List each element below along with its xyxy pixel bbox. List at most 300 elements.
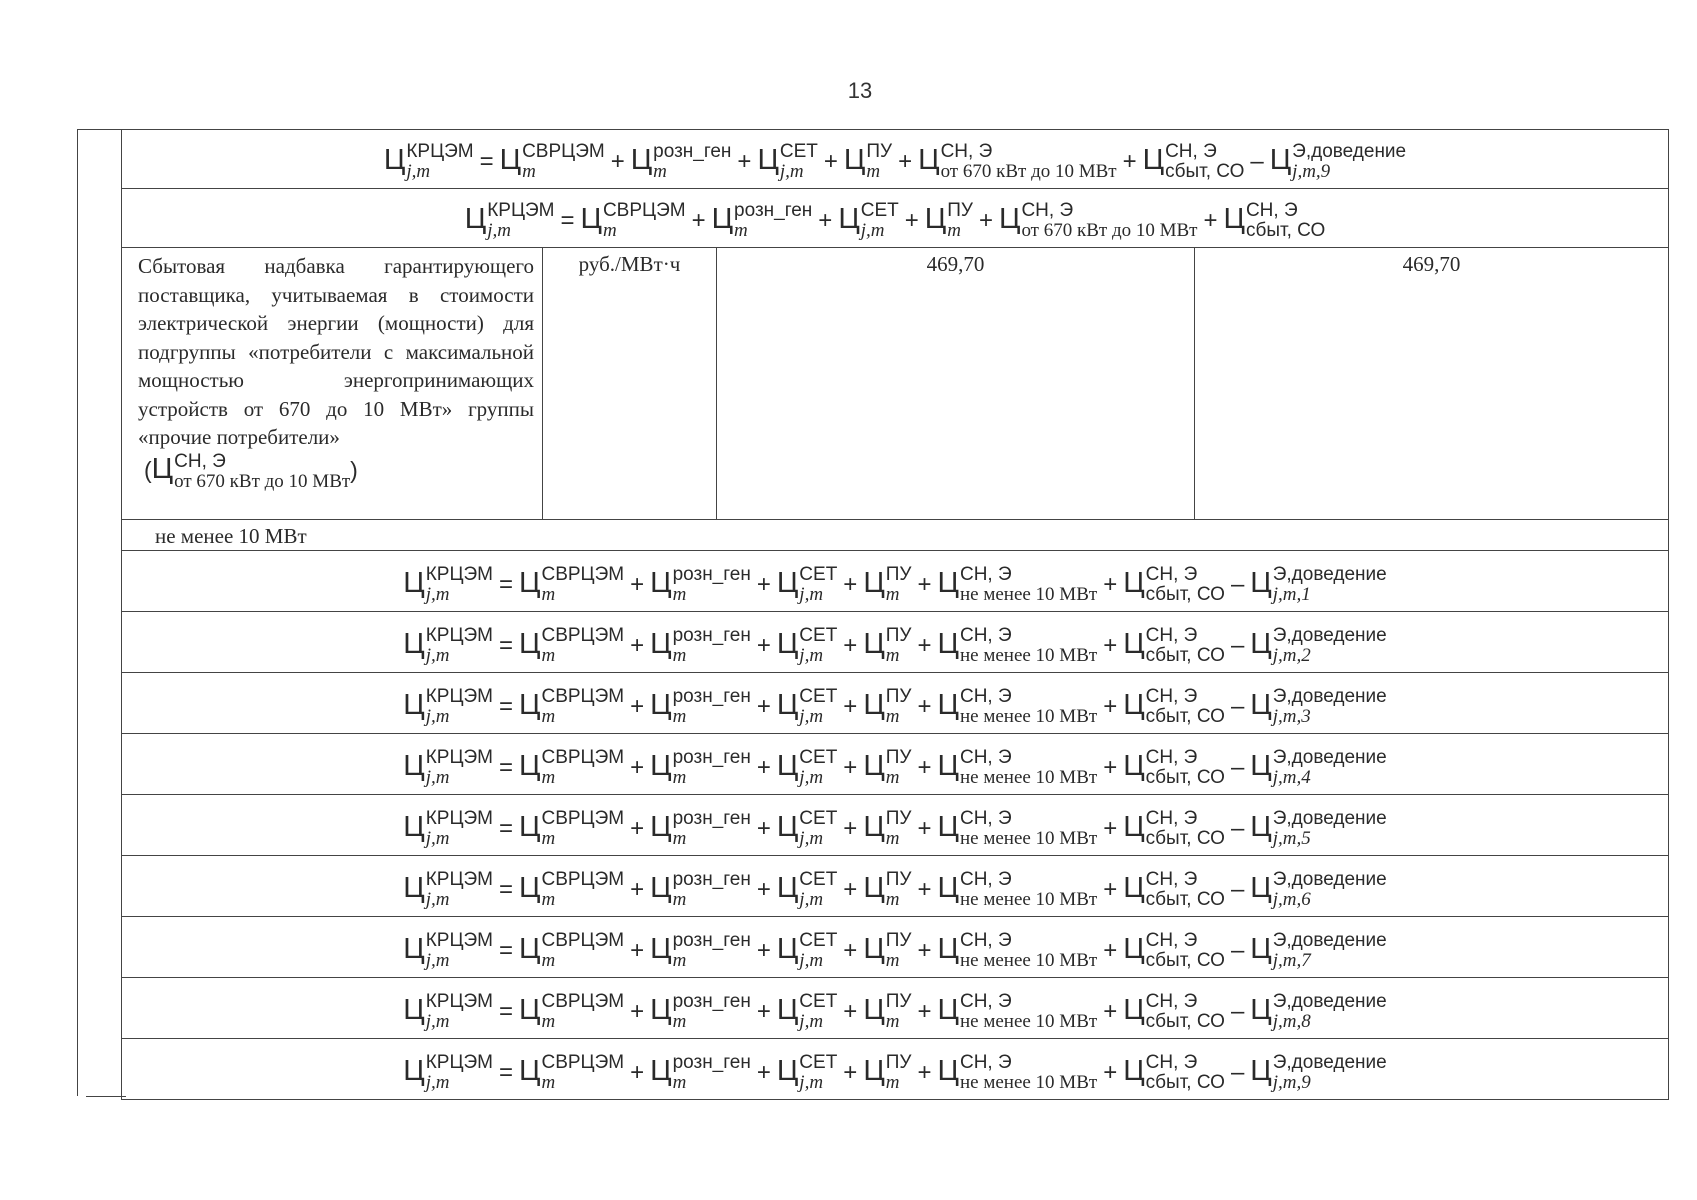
term-indices [541, 992, 624, 1032]
operator: + [756, 814, 771, 842]
formula-term-markup [937, 564, 1098, 605]
formula-term-sales [1123, 869, 1225, 910]
term-superscript: СН, Э [1145, 991, 1198, 1012]
term-indices [886, 809, 912, 849]
term-superscript: СВРЦЭМ [541, 686, 625, 707]
price-symbol: Ц [519, 1054, 541, 1087]
formula-row [121, 855, 1669, 916]
term-subscript: j,m [425, 645, 450, 666]
price-symbol: Ц [403, 749, 425, 782]
operator: – [1230, 997, 1245, 1025]
operator: + [756, 875, 771, 903]
term-subscript: от 670 кВт до 10 МВт [174, 470, 351, 492]
operator: + [917, 997, 932, 1025]
operator: = [499, 875, 514, 903]
formula-lhs [403, 625, 494, 666]
formula-lhs [383, 141, 474, 182]
term-subscript: m [885, 584, 900, 605]
formula-term-sales [1142, 141, 1245, 182]
term-indices [1146, 992, 1225, 1032]
term-indices [1146, 809, 1225, 849]
term-superscript: КРЦЭМ [425, 930, 494, 951]
term-superscript: СН, Э [959, 1052, 1012, 1073]
term-indices [861, 201, 899, 241]
operator: + [1103, 814, 1118, 842]
price-symbol: Ц [650, 1054, 672, 1087]
formula-term-network [776, 625, 838, 666]
term-superscript: розн_ген [672, 747, 751, 768]
price-symbol: Ц [863, 566, 885, 599]
operator: + [630, 570, 645, 598]
operator: + [756, 997, 771, 1025]
term-indices [673, 992, 751, 1032]
term-subscript: j,m [406, 161, 431, 182]
price-symbol: Ц [403, 993, 425, 1026]
term-indices [673, 626, 751, 666]
term-subscript: j,m,9 [1272, 1072, 1311, 1093]
price-symbol: Ц [776, 1054, 799, 1087]
value-cell-1: 469,70 [717, 248, 1195, 519]
price-symbol: Ц [863, 871, 885, 904]
operator: – [1230, 631, 1245, 659]
formula-row [121, 733, 1669, 794]
term-superscript: СЕТ [799, 564, 838, 585]
term-superscript: СН, Э [940, 141, 993, 162]
price-symbol: Ц [863, 749, 885, 782]
operator: + [917, 631, 932, 659]
term-subscript: j,m [799, 1072, 824, 1093]
operator: + [756, 936, 771, 964]
formula-term-network [776, 930, 838, 971]
formula-term-retail-gen [630, 141, 732, 182]
term-superscript: розн_ген [672, 869, 751, 890]
operator: + [630, 936, 645, 964]
term-subscript: сбыт, СО [1145, 1011, 1225, 1032]
term-indices [799, 809, 837, 849]
term-superscript: СВРЦЭМ [541, 991, 625, 1012]
price-formula [403, 626, 1386, 666]
price-symbol: Ц [937, 810, 959, 843]
price-symbol: Ц [1123, 627, 1145, 660]
term-subscript: сбыт, СО [1245, 220, 1326, 241]
term-indices [886, 992, 912, 1032]
formula-term-markup [918, 141, 1117, 182]
formula-term-network [776, 747, 838, 788]
term-superscript: СВРЦЭМ [541, 808, 625, 829]
term-indices [541, 687, 624, 727]
term-superscript: КРЦЭМ [406, 141, 474, 162]
formula-row [121, 794, 1669, 855]
operator: + [756, 1058, 771, 1086]
formula-term-retail-gen [650, 625, 751, 666]
term-indices [886, 626, 912, 666]
open-paren: ( [144, 456, 152, 483]
formula-term-adjustment [1269, 141, 1407, 182]
markup-row [121, 247, 1669, 519]
term-superscript: СН, Э [1145, 625, 1198, 646]
term-subscript: j,m [425, 706, 450, 727]
price-symbol: Ц [776, 627, 799, 660]
operator: + [756, 692, 771, 720]
operator: + [1122, 147, 1137, 175]
term-superscript: СВРЦЭМ [541, 930, 625, 951]
formula-term-infrastructure [863, 1052, 912, 1093]
operator: + [630, 692, 645, 720]
term-indices [799, 931, 837, 971]
formula-term-retail-gen [650, 564, 751, 605]
formula-row [121, 672, 1669, 733]
formula-term-retail-gen [650, 686, 751, 727]
formula-term-sales [1223, 200, 1326, 241]
operator: + [843, 875, 858, 903]
price-symbol: Ц [403, 871, 425, 904]
value-cell-2: 469,70 [1402, 252, 1461, 276]
price-symbol: Ц [403, 932, 425, 965]
term-superscript: КРЦЭМ [425, 808, 494, 829]
term-subscript: m [541, 889, 556, 910]
term-indices [960, 687, 1097, 727]
term-indices [960, 870, 1097, 910]
price-symbol: Ц [1123, 1054, 1145, 1087]
page-number: 13 [847, 78, 873, 103]
term-indices [426, 748, 493, 788]
formula-lhs [403, 991, 494, 1032]
formula-term-wholesale [519, 930, 625, 971]
formula-term-retail-gen [711, 200, 813, 241]
price-symbol: Ц [650, 993, 672, 1026]
price-symbol: Ц [1250, 566, 1272, 599]
term-superscript: СН, Э [1145, 686, 1198, 707]
term-indices [1273, 748, 1387, 788]
price-symbol: Ц [937, 566, 959, 599]
formula-row [121, 916, 1669, 977]
formula-term-network [757, 141, 818, 182]
operator: – [1230, 936, 1245, 964]
term-subscript: m [672, 1072, 687, 1093]
formula-term-wholesale [519, 686, 625, 727]
price-symbol: Ц [924, 202, 947, 235]
term-indices [1273, 687, 1387, 727]
term-superscript: розн_ген [672, 625, 751, 646]
operator: + [610, 147, 625, 175]
price-symbol: Ц [650, 688, 672, 721]
price-symbol: Ц [918, 143, 940, 176]
operator: + [1103, 631, 1118, 659]
term-subscript: j,m [425, 1011, 450, 1032]
formula-term-markup [937, 930, 1098, 971]
operator: + [1203, 206, 1218, 234]
formula-term-infrastructure [863, 991, 912, 1032]
term-superscript: СН, Э [959, 564, 1012, 585]
term-superscript: СЕТ [799, 869, 838, 890]
table-outer-left-border [77, 129, 78, 1096]
operator: + [737, 147, 752, 175]
term-indices [426, 992, 493, 1032]
price-symbol: Ц [1123, 688, 1145, 721]
term-subscript: m [672, 645, 687, 666]
price-symbol: Ц [1123, 993, 1145, 1026]
price-symbol: Ц [1250, 932, 1272, 965]
term-subscript: m [947, 220, 961, 241]
term-subscript: m [672, 767, 687, 788]
term-indices [541, 626, 624, 666]
operator: = [499, 631, 514, 659]
price-symbol: Ц [1250, 688, 1272, 721]
term-superscript: СЕТ [799, 747, 838, 768]
formula-term-retail-gen [650, 991, 751, 1032]
operator: + [630, 997, 645, 1025]
term-superscript: КРЦЭМ [425, 625, 494, 646]
term-superscript: Э,доведение [1272, 930, 1387, 951]
operator: + [1103, 570, 1118, 598]
term-subscript: m [885, 767, 900, 788]
term-superscript: ПУ [885, 564, 912, 585]
term-subscript: m [885, 1011, 900, 1032]
operator: + [843, 570, 858, 598]
price-symbol: Ц [1123, 810, 1145, 843]
term-indices [886, 931, 912, 971]
term-superscript: розн_ген [672, 808, 751, 829]
term-indices [541, 809, 624, 849]
formula-lhs [403, 564, 494, 605]
term-indices [673, 1053, 751, 1093]
price-symbol: Ц [863, 993, 885, 1026]
formula-term-wholesale [519, 991, 625, 1032]
operator: + [630, 631, 645, 659]
term-indices [960, 1053, 1097, 1093]
price-symbol: Ц [863, 627, 885, 660]
formula-term-network [776, 564, 838, 605]
price-symbol: Ц [863, 932, 885, 965]
price-symbol: Ц [937, 627, 959, 660]
formula-term-markup [937, 747, 1098, 788]
term-superscript: СН, Э [1145, 869, 1198, 890]
price-symbol: Ц [1250, 871, 1272, 904]
operator: + [843, 997, 858, 1025]
formula-lhs [403, 869, 494, 910]
price-formula [403, 565, 1386, 605]
term-subscript: сбыт, СО [1145, 767, 1225, 788]
formula-term-wholesale [519, 625, 625, 666]
term-subscript: сбыт, СО [1145, 584, 1225, 605]
operator: + [917, 1058, 932, 1086]
term-indices [541, 565, 624, 605]
term-indices [426, 809, 493, 849]
term-superscript: ПУ [885, 686, 912, 707]
term-indices [1146, 687, 1225, 727]
formula-term-infrastructure [863, 625, 912, 666]
term-superscript: СН, Э [1145, 564, 1198, 585]
formula-term-wholesale [499, 141, 605, 182]
term-superscript: СЕТ [799, 930, 838, 951]
term-indices [673, 748, 751, 788]
term-superscript: ПУ [885, 747, 912, 768]
term-subscript: m [522, 161, 536, 182]
term-indices [1292, 142, 1406, 182]
price-symbol: Ц [383, 143, 406, 176]
close-paren: ) [350, 456, 358, 483]
term-indices [522, 142, 605, 182]
operator: + [630, 875, 645, 903]
price-symbol: Ц [937, 993, 959, 1026]
term-subscript: j,m [799, 706, 824, 727]
price-symbol: Ц [1250, 1054, 1272, 1087]
operator: = [499, 570, 514, 598]
formula-term-adjustment [1250, 747, 1387, 788]
price-symbol: Ц [403, 566, 425, 599]
price-symbol: Ц [519, 627, 541, 660]
term-indices [799, 565, 837, 605]
term-superscript: СВРЦЭМ [541, 625, 625, 646]
section-label: не менее 10 МВт [155, 524, 307, 548]
formula-term-wholesale [519, 1052, 625, 1093]
operator: + [1103, 997, 1118, 1025]
formula-term-network [776, 686, 838, 727]
term-superscript: СЕТ [799, 808, 838, 829]
term-superscript: Э,доведение [1272, 625, 1387, 646]
formula-lhs [403, 747, 494, 788]
term-subscript: m [672, 1011, 687, 1032]
term-superscript: КРЦЭМ [425, 564, 494, 585]
term-subscript: j,m,4 [1272, 767, 1311, 788]
term-indices [960, 992, 1097, 1032]
term-indices [673, 565, 751, 605]
term-subscript: m [885, 645, 900, 666]
term-indices [541, 870, 624, 910]
price-symbol: Ц [403, 627, 425, 660]
term-superscript: СН, Э [1165, 141, 1217, 162]
operator: + [904, 206, 919, 234]
formula-term-infrastructure [863, 808, 912, 849]
markup-symbol [144, 452, 534, 492]
term-subscript: m [885, 950, 900, 971]
term-indices [1273, 992, 1387, 1032]
term-indices [1021, 201, 1197, 241]
operator: – [1230, 814, 1245, 842]
term-subscript: j,m [425, 1072, 450, 1093]
operator: = [499, 1058, 514, 1086]
term-subscript: m [541, 645, 556, 666]
term-superscript: КРЦЭМ [487, 200, 555, 221]
term-subscript: m [885, 1072, 900, 1093]
price-symbol: Ц [776, 993, 799, 1026]
formula-term-retail-gen [650, 869, 751, 910]
price-formula [465, 201, 1325, 241]
term-indices [487, 201, 554, 241]
term-indices [426, 1053, 493, 1093]
operator: = [499, 692, 514, 720]
term-subscript: j,m [799, 828, 824, 849]
formula-term-network [776, 808, 838, 849]
formula-lhs [403, 686, 494, 727]
term-indices [886, 1053, 912, 1093]
price-symbol: Ц [403, 1054, 425, 1087]
term-subscript: не менее 10 МВт [959, 1072, 1098, 1093]
term-indices [426, 870, 493, 910]
term-subscript: m [885, 706, 900, 727]
term-indices [1146, 870, 1225, 910]
term-indices [673, 687, 751, 727]
term-superscript: СВРЦЭМ [541, 869, 625, 890]
operator: + [978, 206, 993, 234]
term-superscript: КРЦЭМ [425, 869, 494, 890]
table-outer-bottom-border [86, 1096, 126, 1097]
price-symbol: Ц [650, 932, 672, 965]
term-subscript: j,m [799, 767, 824, 788]
formula-term-adjustment [1250, 991, 1387, 1032]
formula-term-network [776, 991, 838, 1032]
price-symbol: Ц [998, 202, 1021, 235]
term-superscript: Э,доведение [1272, 808, 1387, 829]
term-superscript: СН, Э [959, 930, 1012, 951]
term-indices [886, 687, 912, 727]
price-symbol: Ц [151, 452, 174, 485]
term-indices [799, 1053, 837, 1093]
term-subscript: j,m [799, 584, 824, 605]
operator: + [756, 753, 771, 781]
formula-term-wholesale [519, 564, 625, 605]
term-superscript: СВРЦЭМ [602, 200, 686, 221]
formula-term-markup [937, 686, 1098, 727]
operator: + [818, 206, 833, 234]
price-symbol: Ц [650, 627, 672, 660]
term-indices [734, 201, 812, 241]
term-subscript: m [734, 220, 748, 241]
term-subscript: j,m [799, 645, 824, 666]
term-superscript: СВРЦЭМ [541, 747, 625, 768]
term-subscript: m [541, 1011, 556, 1032]
term-indices [673, 809, 751, 849]
term-subscript: не менее 10 МВт [959, 889, 1098, 910]
term-superscript: СЕТ [799, 991, 838, 1012]
price-formula [403, 1053, 1386, 1093]
term-indices [886, 565, 912, 605]
formula-term-network [776, 869, 838, 910]
formula-row [121, 129, 1669, 188]
term-subscript: не менее 10 МВт [959, 645, 1098, 666]
table-bottom-border [121, 1099, 1669, 1100]
price-symbol: Ц [863, 810, 885, 843]
operator: – [1230, 692, 1245, 720]
price-symbol: Ц [1250, 749, 1272, 782]
formula-term-retail-gen [650, 808, 751, 849]
term-subscript: j,m,5 [1272, 828, 1311, 849]
term-indices [1273, 931, 1387, 971]
formula-term-adjustment [1250, 869, 1387, 910]
term-superscript: розн_ген [672, 991, 751, 1012]
term-superscript: СЕТ [779, 141, 818, 162]
term-indices [174, 452, 350, 492]
term-subscript: m [885, 889, 900, 910]
price-symbol: Ц [843, 143, 866, 176]
term-indices [780, 142, 818, 182]
operator: = [560, 206, 575, 234]
term-indices [1273, 809, 1387, 849]
term-superscript: СЕТ [799, 625, 838, 646]
term-superscript: СВРЦЭМ [522, 141, 605, 162]
price-symbol: Ц [519, 993, 541, 1026]
term-subscript: сбыт, СО [1145, 1072, 1225, 1093]
term-subscript: от 670 кВт до 10 МВт [1021, 220, 1198, 241]
term-indices [799, 748, 837, 788]
price-symbol: Ц [464, 202, 487, 235]
formula-term-markup [937, 808, 1098, 849]
term-indices [799, 870, 837, 910]
term-indices [886, 870, 912, 910]
operator: – [1230, 753, 1245, 781]
formula-term-infrastructure [924, 200, 973, 241]
operator: = [499, 936, 514, 964]
